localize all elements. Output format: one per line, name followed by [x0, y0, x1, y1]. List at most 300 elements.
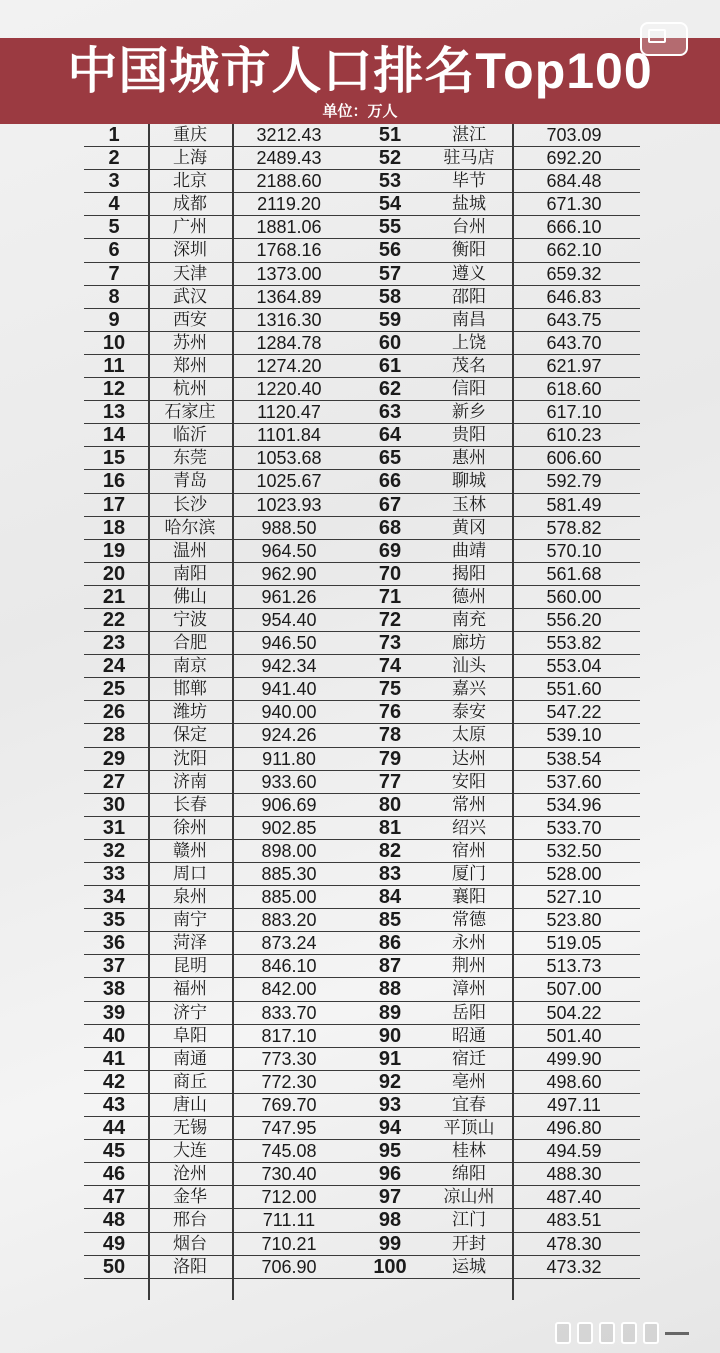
- city-cell: 唐山: [173, 1094, 207, 1114]
- population-cell: 1284.78: [256, 332, 322, 353]
- table-row: [84, 332, 640, 355]
- table-row: [84, 978, 640, 1001]
- table-row: [84, 586, 640, 609]
- population-cell: 710.21: [261, 1233, 317, 1254]
- city-cell: 宜春: [452, 1094, 486, 1114]
- rank-cell: 94: [378, 1117, 402, 1140]
- city-cell: 北京: [173, 171, 207, 191]
- indicator-dot-icon: [643, 1322, 659, 1344]
- population-cell: 483.51: [546, 1210, 602, 1231]
- city-cell: 成都: [173, 194, 207, 214]
- city-cell: 开封: [452, 1233, 486, 1253]
- rank-cell: 65: [378, 447, 402, 470]
- population-cell: 902.85: [261, 817, 317, 838]
- rank-cell: 81: [378, 816, 402, 839]
- city-cell: 沧州: [173, 1164, 207, 1184]
- rank-cell: 69: [378, 539, 402, 562]
- table-row: [84, 424, 640, 447]
- rank-cell: 48: [102, 1209, 126, 1232]
- population-cell: 961.26: [261, 586, 317, 607]
- city-cell: 玉林: [452, 494, 486, 514]
- population-cell: 946.50: [261, 633, 317, 654]
- city-cell: 郑州: [173, 355, 207, 375]
- table-row: [84, 1117, 640, 1140]
- city-cell: 南宁: [173, 910, 207, 930]
- rank-cell: 77: [378, 770, 402, 793]
- population-cell: 578.82: [546, 517, 602, 538]
- rank-cell: 20: [102, 562, 126, 585]
- table-row: [84, 1163, 640, 1186]
- rank-cell: 92: [378, 1070, 402, 1093]
- population-cell: 666.10: [546, 217, 602, 238]
- city-cell: 昭通: [452, 1025, 486, 1045]
- table-row: [84, 1071, 640, 1094]
- population-cell: 570.10: [546, 540, 602, 561]
- rank-cell: 36: [102, 932, 126, 955]
- city-cell: 南充: [452, 609, 486, 629]
- table-row: [84, 909, 640, 932]
- city-cell: 长沙: [173, 494, 207, 514]
- table-row: [84, 401, 640, 424]
- population-cell: 592.79: [546, 471, 602, 492]
- rank-cell: 52: [378, 147, 402, 170]
- population-cell: 533.70: [546, 817, 602, 838]
- population-cell: 906.69: [261, 794, 317, 815]
- rank-cell: 74: [378, 655, 402, 678]
- population-cell: 3212.43: [256, 125, 322, 145]
- rank-cell: 15: [102, 447, 126, 470]
- city-cell: 洛阳: [173, 1256, 207, 1276]
- table-row: [84, 517, 640, 540]
- city-cell: 深圳: [173, 240, 207, 260]
- rank-cell: 100: [373, 1255, 407, 1278]
- rank-cell: 67: [378, 493, 402, 516]
- rank-cell: 97: [378, 1186, 402, 1209]
- table-row: [84, 540, 640, 563]
- city-cell: 南昌: [452, 309, 486, 329]
- rank-cell: 54: [378, 193, 402, 216]
- table-row: [84, 678, 640, 701]
- population-cell: 964.50: [261, 540, 317, 561]
- population-cell: 706.90: [261, 1256, 317, 1277]
- rank-cell: 40: [102, 1024, 126, 1047]
- city-cell: 邯郸: [173, 679, 207, 699]
- city-cell: 赣州: [173, 840, 207, 860]
- city-cell: 济宁: [173, 1002, 207, 1022]
- rank-cell: 6: [108, 239, 120, 262]
- city-cell: 周口: [173, 864, 207, 883]
- city-cell: 商丘: [173, 1071, 207, 1091]
- city-cell: 宁波: [173, 609, 207, 629]
- rank-cell: 99: [378, 1232, 402, 1255]
- city-cell: 桂林: [452, 1141, 486, 1161]
- rank-cell: 61: [378, 354, 402, 377]
- table-row: [84, 748, 640, 771]
- rank-cell: 50: [102, 1255, 126, 1278]
- table-row: [84, 1025, 640, 1048]
- city-cell: 临沂: [173, 425, 207, 445]
- city-cell: 岳阳: [452, 1002, 486, 1022]
- population-cell: 911.80: [262, 748, 316, 769]
- population-cell: 621.97: [546, 355, 602, 376]
- city-cell: 济南: [173, 771, 207, 791]
- ranking-table: [84, 124, 640, 1279]
- population-cell: 924.26: [261, 725, 317, 746]
- population-cell: 885.30: [261, 864, 317, 884]
- city-cell: 漳州: [452, 979, 486, 999]
- rank-cell: 22: [102, 608, 126, 631]
- table-row: [84, 1256, 640, 1279]
- table-row: [84, 170, 640, 193]
- population-cell: 1025.67: [256, 471, 322, 492]
- city-cell: 惠州: [452, 448, 486, 468]
- population-cell: 711.11: [262, 1210, 316, 1231]
- rank-cell: 10: [102, 331, 126, 354]
- population-cell: 2489.43: [256, 148, 322, 169]
- population-cell: 940.00: [261, 702, 317, 723]
- population-cell: 962.90: [261, 563, 317, 584]
- population-cell: 1274.20: [256, 355, 322, 376]
- table-row: [84, 794, 640, 817]
- city-cell: 广州: [173, 217, 207, 237]
- city-cell: 苏州: [173, 332, 207, 352]
- indicator-dot-icon: [555, 1322, 571, 1344]
- population-cell: 528.00: [546, 864, 602, 884]
- population-cell: 643.70: [546, 332, 602, 353]
- rank-cell: 68: [378, 516, 402, 539]
- city-cell: 揭阳: [452, 563, 486, 583]
- rank-cell: 23: [102, 632, 126, 655]
- city-cell: 太原: [452, 725, 486, 745]
- table-row: [84, 817, 640, 840]
- city-cell: 厦门: [452, 864, 486, 883]
- population-cell: 646.83: [546, 286, 602, 307]
- rank-cell: 53: [378, 170, 402, 193]
- city-cell: 平顶山: [443, 1118, 495, 1138]
- city-cell: 盐城: [452, 194, 486, 214]
- population-cell: 833.70: [261, 1002, 317, 1023]
- city-cell: 新乡: [452, 402, 486, 422]
- rank-cell: 59: [378, 308, 402, 331]
- table-row: [84, 1094, 640, 1117]
- rank-cell: 45: [102, 1140, 126, 1163]
- rank-cell: 34: [102, 886, 126, 909]
- rank-cell: 64: [378, 424, 402, 447]
- rank-cell: 49: [102, 1232, 126, 1255]
- population-cell: 1023.93: [256, 494, 322, 515]
- city-cell: 南阳: [173, 563, 207, 583]
- rank-cell: 28: [102, 724, 126, 747]
- table-row: [84, 355, 640, 378]
- population-cell: 817.10: [261, 1025, 317, 1046]
- rank-cell: 96: [378, 1163, 402, 1186]
- population-cell: 1101.84: [257, 425, 321, 446]
- population-cell: 606.60: [546, 448, 602, 469]
- city-cell: 聊城: [452, 471, 486, 491]
- population-cell: 1220.40: [256, 379, 322, 400]
- indicator-dot-icon: [577, 1322, 593, 1344]
- rank-cell: 21: [102, 585, 126, 608]
- rank-cell: 13: [102, 401, 126, 424]
- rank-cell: 8: [108, 285, 120, 308]
- population-cell: 618.60: [546, 379, 602, 400]
- city-cell: 亳州: [452, 1071, 486, 1091]
- population-cell: 842.00: [261, 979, 317, 1000]
- city-cell: 黄冈: [452, 517, 486, 537]
- rank-cell: 51: [378, 124, 402, 146]
- city-cell: 邵阳: [452, 286, 486, 306]
- rank-cell: 42: [102, 1070, 126, 1093]
- population-cell: 1373.00: [256, 263, 322, 284]
- table-row: [84, 932, 640, 955]
- city-cell: 大连: [173, 1141, 207, 1161]
- population-cell: 537.60: [546, 771, 602, 792]
- city-cell: 上海: [173, 148, 207, 168]
- city-cell: 茂名: [452, 355, 486, 375]
- rank-cell: 95: [378, 1140, 402, 1163]
- rank-cell: 70: [378, 562, 402, 585]
- rank-cell: 17: [102, 493, 126, 516]
- city-cell: 运城: [452, 1256, 486, 1276]
- rank-cell: 82: [378, 839, 402, 862]
- table-row: [84, 609, 640, 632]
- city-cell: 贵阳: [452, 425, 486, 445]
- population-cell: 494.59: [546, 1141, 602, 1162]
- population-cell: 988.50: [261, 517, 317, 538]
- indicator-dot-icon: [599, 1322, 615, 1344]
- population-cell: 846.10: [261, 956, 317, 977]
- rank-cell: 87: [378, 955, 402, 978]
- city-cell: 廊坊: [452, 633, 486, 653]
- rank-cell: 37: [102, 955, 126, 978]
- population-cell: 712.00: [261, 1187, 317, 1208]
- population-cell: 745.08: [261, 1141, 317, 1162]
- rank-cell: 4: [108, 193, 120, 216]
- population-cell: 954.40: [261, 609, 317, 630]
- rank-cell: 12: [102, 378, 126, 401]
- city-cell: 佛山: [173, 586, 207, 606]
- table-row: [84, 1233, 640, 1256]
- rank-cell: 24: [102, 655, 126, 678]
- table-row: [84, 193, 640, 216]
- population-cell: 547.22: [546, 702, 602, 723]
- table-row: [84, 1140, 640, 1163]
- rank-cell: 98: [378, 1209, 402, 1232]
- population-cell: 523.80: [546, 910, 602, 931]
- rank-cell: 14: [102, 424, 126, 447]
- city-cell: 襄阳: [452, 887, 486, 907]
- population-cell: 1364.89: [256, 286, 322, 307]
- rank-cell: 46: [102, 1163, 126, 1186]
- city-cell: 温州: [173, 540, 207, 560]
- rank-cell: 84: [378, 886, 402, 909]
- city-cell: 泉州: [173, 887, 207, 907]
- population-cell: 1053.68: [256, 448, 322, 469]
- population-cell: 478.30: [546, 1233, 602, 1254]
- city-cell: 永州: [452, 933, 486, 953]
- city-cell: 嘉兴: [452, 679, 486, 699]
- rank-cell: 86: [378, 932, 402, 955]
- population-cell: 692.20: [546, 148, 602, 169]
- population-cell: 561.68: [546, 563, 602, 584]
- population-cell: 662.10: [546, 240, 602, 261]
- rank-cell: 27: [102, 770, 126, 793]
- population-cell: 501.40: [546, 1025, 602, 1046]
- city-cell: 西安: [173, 309, 207, 329]
- population-cell: 730.40: [261, 1164, 317, 1185]
- city-cell: 合肥: [173, 633, 207, 653]
- city-cell: 徐州: [173, 817, 207, 837]
- rank-cell: 78: [378, 724, 402, 747]
- city-cell: 福州: [173, 979, 207, 999]
- population-cell: 703.09: [546, 125, 602, 145]
- population-cell: 497.11: [547, 1094, 601, 1115]
- population-cell: 507.00: [546, 979, 602, 1000]
- city-cell: 重庆: [173, 125, 207, 144]
- rank-cell: 66: [378, 470, 402, 493]
- rank-cell: 44: [102, 1117, 126, 1140]
- city-cell: 昆明: [173, 956, 207, 976]
- city-cell: 武汉: [173, 286, 207, 306]
- city-cell: 哈尔滨: [164, 517, 216, 537]
- rank-cell: 91: [378, 1047, 402, 1070]
- rank-cell: 55: [378, 216, 402, 239]
- city-cell: 湛江: [452, 125, 486, 144]
- image-gallery-icon[interactable]: [640, 22, 688, 56]
- city-cell: 泰安: [452, 702, 486, 722]
- population-cell: 933.60: [261, 771, 317, 792]
- table-row: [84, 447, 640, 470]
- rank-cell: 31: [102, 816, 126, 839]
- population-cell: 551.60: [546, 679, 602, 700]
- population-cell: 773.30: [261, 1048, 317, 1069]
- population-cell: 513.73: [546, 956, 602, 977]
- page-title: 中国城市人口排名Top100: [67, 43, 653, 99]
- rank-cell: 56: [378, 239, 402, 262]
- population-cell: 941.40: [261, 679, 317, 700]
- rank-cell: 80: [378, 793, 402, 816]
- table-row: [84, 1209, 640, 1232]
- table-row: [84, 1186, 640, 1209]
- rank-cell: 71: [378, 585, 402, 608]
- population-cell: 499.90: [546, 1048, 602, 1069]
- rank-cell: 63: [378, 401, 402, 424]
- rank-cell: 26: [102, 701, 126, 724]
- population-cell: 504.22: [546, 1002, 602, 1023]
- table-row: [84, 239, 640, 262]
- city-cell: 江门: [452, 1210, 486, 1230]
- population-cell: 538.54: [546, 748, 602, 769]
- table-row: [84, 655, 640, 678]
- rank-cell: 72: [378, 608, 402, 631]
- city-cell: 杭州: [173, 379, 207, 399]
- city-cell: 信阳: [452, 379, 486, 399]
- indicator-dash-icon: [665, 1332, 689, 1335]
- city-cell: 邢台: [173, 1210, 207, 1230]
- table-row: [84, 263, 640, 286]
- population-cell: 473.32: [546, 1256, 602, 1277]
- rank-cell: 35: [102, 909, 126, 932]
- table-row: [84, 494, 640, 517]
- rank-cell: 2: [108, 147, 120, 170]
- table-row: [84, 863, 640, 886]
- city-cell: 衡阳: [452, 240, 486, 260]
- rank-cell: 39: [102, 1001, 126, 1024]
- rank-cell: 25: [102, 678, 126, 701]
- rank-cell: 76: [378, 701, 402, 724]
- city-cell: 石家庄: [164, 402, 216, 422]
- population-cell: 772.30: [261, 1071, 317, 1092]
- rank-cell: 33: [102, 863, 126, 885]
- table-row: [84, 632, 640, 655]
- rank-cell: 47: [102, 1186, 126, 1209]
- city-cell: 毕节: [452, 171, 486, 191]
- rank-cell: 18: [102, 516, 126, 539]
- population-cell: 1881.06: [256, 217, 322, 238]
- population-cell: 883.20: [261, 910, 317, 931]
- population-cell: 684.48: [546, 171, 602, 192]
- city-cell: 驻马店: [443, 148, 495, 168]
- city-cell: 绍兴: [452, 817, 486, 837]
- city-cell: 安阳: [452, 771, 486, 791]
- city-cell: 南通: [173, 1048, 207, 1068]
- city-cell: 常德: [452, 910, 486, 930]
- population-cell: 898.00: [261, 840, 317, 861]
- rank-cell: 41: [102, 1047, 126, 1070]
- rank-cell: 16: [102, 470, 126, 493]
- city-cell: 长春: [173, 794, 207, 814]
- city-cell: 保定: [173, 725, 207, 745]
- rank-cell: 93: [378, 1093, 402, 1116]
- rank-cell: 79: [378, 747, 402, 770]
- population-cell: 532.50: [546, 840, 602, 861]
- rank-cell: 32: [102, 839, 126, 862]
- table-row: [84, 147, 640, 170]
- rank-cell: 43: [102, 1093, 126, 1116]
- page-indicator-icon: [555, 1322, 689, 1344]
- population-cell: 527.10: [546, 887, 602, 908]
- population-cell: 885.00: [261, 887, 317, 908]
- city-cell: 潍坊: [173, 702, 207, 722]
- rank-cell: 60: [378, 331, 402, 354]
- table-row: [84, 286, 640, 309]
- rank-cell: 88: [378, 978, 402, 1001]
- city-cell: 青岛: [173, 471, 207, 491]
- rank-cell: 62: [378, 378, 402, 401]
- city-cell: 无锡: [173, 1118, 207, 1138]
- population-cell: 942.34: [261, 656, 317, 677]
- table-row: [84, 724, 640, 747]
- city-cell: 上饶: [452, 332, 486, 352]
- table-row: [84, 216, 640, 239]
- city-cell: 汕头: [452, 656, 486, 676]
- population-cell: 498.60: [546, 1071, 602, 1092]
- population-cell: 1120.47: [257, 402, 321, 423]
- rank-cell: 83: [378, 863, 402, 885]
- table-row: [84, 771, 640, 794]
- population-cell: 539.10: [546, 725, 602, 746]
- rank-cell: 9: [108, 308, 120, 331]
- population-cell: 643.75: [546, 309, 602, 330]
- table-row: [84, 378, 640, 401]
- city-cell: 宿州: [452, 840, 486, 860]
- population-cell: 519.05: [546, 933, 602, 954]
- table-row: [84, 309, 640, 332]
- table-row: [84, 470, 640, 493]
- city-cell: 金华: [173, 1187, 207, 1207]
- table-row: [84, 701, 640, 724]
- city-cell: 常州: [452, 794, 486, 814]
